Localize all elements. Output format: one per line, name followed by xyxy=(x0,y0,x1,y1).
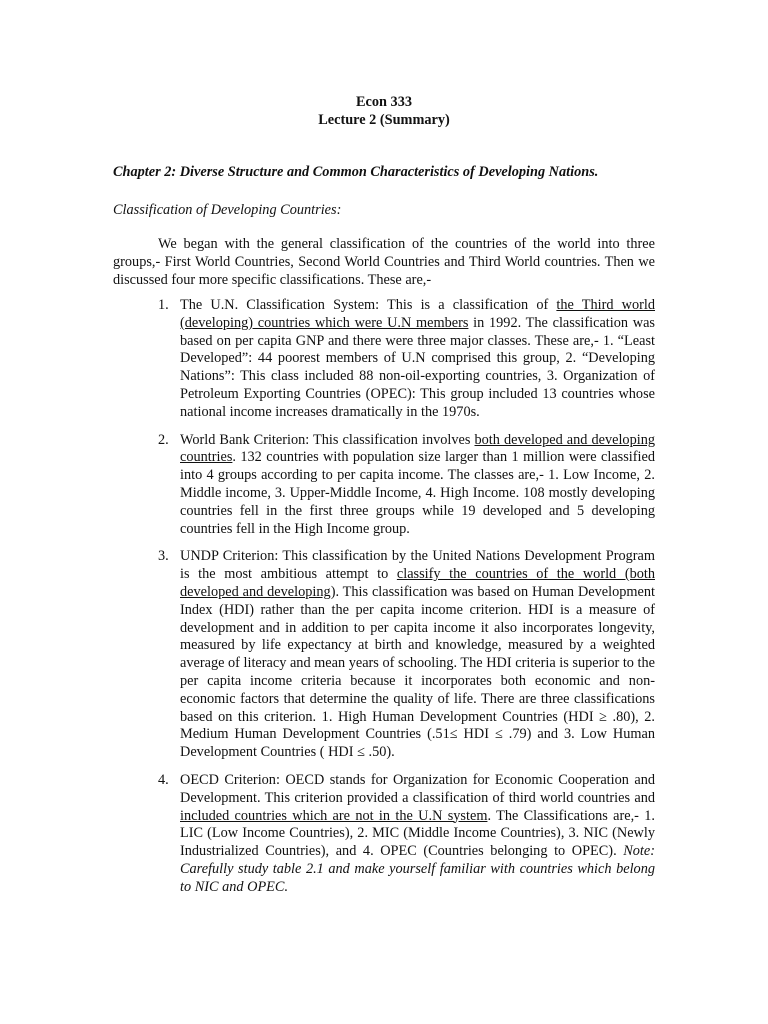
lecture-title: Lecture 2 (Summary) xyxy=(318,112,450,128)
list-item-number: 4. xyxy=(158,771,169,788)
underlined-text: classify the countries of the world (both developed and developing xyxy=(180,566,655,600)
underlined-text: the Third world (developing) countries which were U.N members xyxy=(180,297,656,331)
course-title: Econ 333 xyxy=(355,94,412,110)
list-item-text: OECD Criterion: OECD stands for Organization for Economic Cooperation and Development. This criterion provided a classification of third world countries and xyxy=(180,771,655,806)
chapter-title: Chapter 2: Diverse Structure and Common Characteristics of Developing Nations. xyxy=(113,164,599,180)
list-item-text: World Bank Criterion: This classification involves xyxy=(180,431,475,448)
list-item-number: 2. xyxy=(158,431,169,448)
underlined-text: included countries which are not in the U.N system xyxy=(180,807,488,824)
list-item-text: UNDP Criterion: This classification by the United Nations Development Program is the most ambitious attempt to xyxy=(180,548,655,583)
intro-paragraph: We began with the general classification of the countries of the world into three groups,- First World Countries, Second World Countries and Third World countries. Then we discussed four more specific classifications. These are,- xyxy=(113,236,655,288)
section-title: Classification of Developing Countries: xyxy=(113,202,342,218)
list-item xyxy=(113,432,655,539)
list-item xyxy=(113,297,655,422)
list-item-number: 3. xyxy=(158,548,169,565)
list-item-text: . 132 countries with population size larger than 1 million were classified into 4 groups according to per capita income. The classes are,- 1. Low Income, 2. Middle income, 3. Upper-Middle Income, 4. High Income. 108 mostly developing countries fell in the first three groups while 19 developed and 5 developing countries fell in the High Income group. xyxy=(180,449,655,537)
list-item xyxy=(113,548,655,762)
underlined-text: both developed and developing countries xyxy=(180,431,655,466)
list-item-text: in 1992. The classification was based on per capita GNP and there were three major classes. These are,- 1. “Least Developed”: 44 poorest members of U.N comprised this group, 2. “Developing Nations”: This class included 88 non-oil-exporting countries, 3. Organization of Petroleum Exporting Countries (OPEC): This group included 13 countries whose national income increases dramatically in the 1970s. xyxy=(180,314,655,420)
list-item-text: . The Classifications are,- 1. LIC (Low Income Countries), 2. MIC (Middle Income Countries), 3. NIC (Newly Industrialized Countries), and 4. OPEC (Countries belonging to OPEC). xyxy=(180,807,655,860)
list-item-text: The U.N. Classification System: This is a classification of xyxy=(180,297,557,313)
note-text: Note: Carefully study table 2.1 and make yourself familiar with countries which belong to NIC and OPEC. xyxy=(180,843,655,895)
classification-list xyxy=(113,297,655,907)
document-header xyxy=(0,93,768,129)
list-item-text: ). This classification was based on Human Development Index (HDI) rather than the per capita income criterion. HDI is a measure of development and in addition to per capita income it also incorporates longevity, measured by life expectancy at birth and knowledge, measured by a weighted average of literacy and mean years of schooling. The HDI criteria is superior to the per capita income criteria because it incorporates both economic and non-economic factors that determine the quality of life. There are three classifications based on this criterion. 1. High Human Development Countries (HDI ≥ .80), 2. Medium Human Development Countries (.51≤ HDI ≤ .79) and 3. Low Human Development Countries ( HDI ≤ .50). xyxy=(180,583,655,761)
list-item-number: 1. xyxy=(158,297,169,313)
list-item xyxy=(113,772,655,897)
